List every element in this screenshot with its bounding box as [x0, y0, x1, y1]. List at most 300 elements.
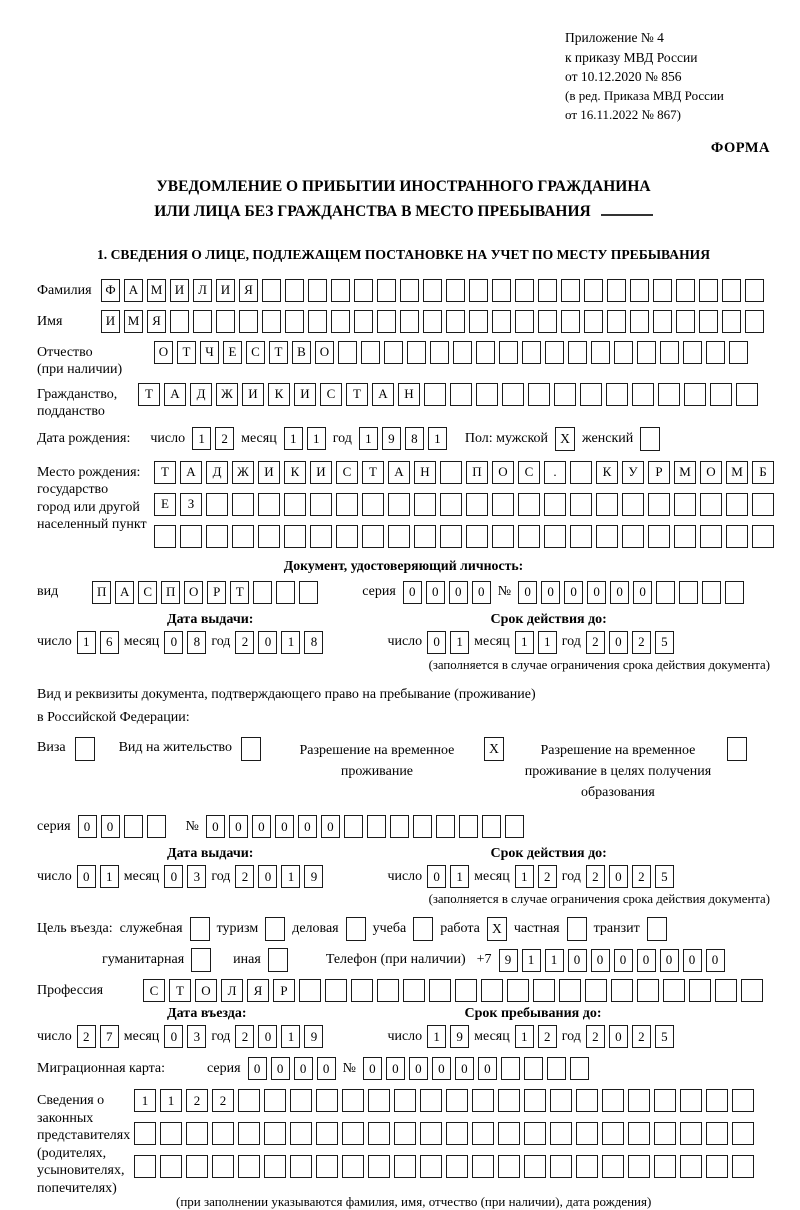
char-cell[interactable] [186, 1122, 208, 1145]
char-cell[interactable]: 0 [587, 581, 606, 604]
char-cell[interactable]: 0 [591, 949, 610, 972]
char-cell[interactable]: 2 [586, 865, 605, 888]
char-cell[interactable] [585, 979, 607, 1002]
char-cell[interactable] [180, 525, 202, 548]
char-cell[interactable] [342, 1089, 364, 1112]
char-cell[interactable]: 0 [609, 631, 628, 654]
char-cell[interactable] [368, 1122, 390, 1145]
char-cell[interactable]: О [700, 461, 722, 484]
char-cell[interactable] [492, 279, 511, 302]
char-cell[interactable] [258, 525, 280, 548]
char-cell[interactable] [264, 1089, 286, 1112]
char-cell[interactable] [377, 979, 399, 1002]
char-cell[interactable]: 5 [655, 631, 674, 654]
char-cell[interactable] [622, 525, 644, 548]
char-cell[interactable] [492, 525, 514, 548]
char-cell[interactable] [450, 383, 472, 406]
char-cell[interactable]: 7 [100, 1025, 119, 1048]
char-cell[interactable] [602, 1122, 624, 1145]
char-cell[interactable] [689, 979, 711, 1002]
char-cell[interactable] [400, 279, 419, 302]
entry-year-cells[interactable] [235, 1025, 323, 1048]
char-cell[interactable] [344, 815, 363, 838]
char-cell[interactable]: И [242, 383, 264, 406]
char-cell[interactable] [238, 1155, 260, 1178]
char-cell[interactable] [710, 383, 732, 406]
char-cell[interactable]: Т [346, 383, 368, 406]
char-cell[interactable]: Т [138, 383, 160, 406]
char-cell[interactable] [518, 493, 540, 516]
char-cell[interactable]: 8 [304, 631, 323, 654]
char-cell[interactable] [377, 310, 396, 333]
char-cell[interactable] [262, 310, 281, 333]
char-cell[interactable]: 0 [706, 949, 725, 972]
purpose-business-checkbox[interactable] [346, 917, 366, 941]
char-cell[interactable] [674, 525, 696, 548]
char-cell[interactable] [518, 525, 540, 548]
char-cell[interactable]: 9 [382, 427, 401, 450]
char-cell[interactable] [515, 310, 534, 333]
char-cell[interactable]: 1 [538, 631, 557, 654]
char-cell[interactable]: И [310, 461, 332, 484]
char-cell[interactable] [680, 1089, 702, 1112]
char-cell[interactable]: 0 [637, 949, 656, 972]
char-cell[interactable]: М [147, 279, 166, 302]
representatives-cells-row2[interactable] [134, 1122, 754, 1145]
char-cell[interactable]: 0 [427, 631, 446, 654]
char-cell[interactable] [524, 1155, 546, 1178]
char-cell[interactable] [680, 1155, 702, 1178]
char-cell[interactable] [699, 310, 718, 333]
char-cell[interactable] [576, 1089, 598, 1112]
char-cell[interactable]: 8 [187, 631, 206, 654]
doc-series-cells[interactable] [403, 581, 491, 604]
char-cell[interactable]: 1 [515, 631, 534, 654]
char-cell[interactable]: Р [648, 461, 670, 484]
char-cell[interactable]: 0 [426, 581, 445, 604]
char-cell[interactable] [528, 383, 550, 406]
char-cell[interactable]: 1 [281, 631, 300, 654]
residence-issue-day-cells[interactable] [77, 865, 119, 888]
char-cell[interactable]: 2 [632, 631, 651, 654]
char-cell[interactable] [446, 1155, 468, 1178]
char-cell[interactable]: Т [230, 581, 249, 604]
char-cell[interactable] [367, 815, 386, 838]
char-cell[interactable]: П [161, 581, 180, 604]
entry-day-cells[interactable] [77, 1025, 119, 1048]
char-cell[interactable] [160, 1122, 182, 1145]
char-cell[interactable]: Р [273, 979, 295, 1002]
char-cell[interactable]: Л [193, 279, 212, 302]
char-cell[interactable] [602, 1089, 624, 1112]
char-cell[interactable] [492, 310, 511, 333]
char-cell[interactable] [308, 279, 327, 302]
char-cell[interactable]: 0 [258, 1025, 277, 1048]
char-cell[interactable] [472, 1122, 494, 1145]
purpose-transit-checkbox[interactable] [647, 917, 667, 941]
char-cell[interactable]: 1 [281, 865, 300, 888]
char-cell[interactable] [394, 1122, 416, 1145]
char-cell[interactable]: 0 [252, 815, 271, 838]
char-cell[interactable] [377, 279, 396, 302]
char-cell[interactable] [722, 279, 741, 302]
char-cell[interactable] [515, 279, 534, 302]
char-cell[interactable] [498, 1122, 520, 1145]
char-cell[interactable] [679, 581, 698, 604]
char-cell[interactable]: 0 [609, 1025, 628, 1048]
char-cell[interactable]: А [164, 383, 186, 406]
char-cell[interactable]: Т [177, 341, 196, 364]
char-cell[interactable] [570, 461, 592, 484]
char-cell[interactable]: Ж [232, 461, 254, 484]
char-cell[interactable]: О [154, 341, 173, 364]
char-cell[interactable] [351, 979, 373, 1002]
char-cell[interactable] [308, 310, 327, 333]
profession-cells[interactable] [143, 979, 763, 1002]
char-cell[interactable]: 1 [160, 1089, 182, 1112]
char-cell[interactable] [752, 525, 774, 548]
char-cell[interactable] [290, 1122, 312, 1145]
char-cell[interactable]: А [388, 461, 410, 484]
char-cell[interactable] [384, 341, 403, 364]
temp-residence-education-checkbox[interactable] [727, 737, 747, 761]
identity-valid-month-cells[interactable] [515, 631, 557, 654]
char-cell[interactable]: Ф [101, 279, 120, 302]
char-cell[interactable] [680, 1122, 702, 1145]
char-cell[interactable] [660, 341, 679, 364]
char-cell[interactable]: 8 [405, 427, 424, 450]
char-cell[interactable] [394, 1089, 416, 1112]
char-cell[interactable] [502, 383, 524, 406]
birth-month-cells[interactable] [284, 427, 326, 450]
identity-issue-year-cells[interactable] [235, 631, 323, 654]
doc-type-cells[interactable] [92, 581, 318, 604]
purpose-other-checkbox[interactable] [268, 948, 288, 972]
char-cell[interactable]: Ч [200, 341, 219, 364]
char-cell[interactable] [706, 1089, 728, 1112]
char-cell[interactable] [628, 1155, 650, 1178]
char-cell[interactable]: 0 [258, 631, 277, 654]
char-cell[interactable] [505, 815, 524, 838]
char-cell[interactable] [637, 979, 659, 1002]
citizenship-cells[interactable] [138, 383, 758, 406]
char-cell[interactable] [611, 979, 633, 1002]
char-cell[interactable] [726, 493, 748, 516]
char-cell[interactable]: 2 [77, 1025, 96, 1048]
char-cell[interactable] [361, 341, 380, 364]
char-cell[interactable]: 2 [186, 1089, 208, 1112]
char-cell[interactable] [547, 1057, 566, 1080]
char-cell[interactable] [388, 493, 410, 516]
char-cell[interactable]: 0 [206, 815, 225, 838]
char-cell[interactable]: 1 [450, 631, 469, 654]
stay-month-cells[interactable] [515, 1025, 557, 1048]
char-cell[interactable] [299, 979, 321, 1002]
char-cell[interactable] [331, 310, 350, 333]
char-cell[interactable] [262, 279, 281, 302]
residence-issue-month-cells[interactable] [164, 865, 206, 888]
char-cell[interactable] [524, 1122, 546, 1145]
char-cell[interactable]: 9 [304, 1025, 323, 1048]
char-cell[interactable] [715, 979, 737, 1002]
char-cell[interactable] [440, 493, 462, 516]
char-cell[interactable] [654, 1155, 676, 1178]
char-cell[interactable] [596, 493, 618, 516]
char-cell[interactable] [368, 1089, 390, 1112]
char-cell[interactable]: 2 [215, 427, 234, 450]
birth-place-cells-row2[interactable] [154, 493, 774, 516]
char-cell[interactable] [134, 1155, 156, 1178]
char-cell[interactable]: 0 [660, 949, 679, 972]
char-cell[interactable] [400, 310, 419, 333]
char-cell[interactable] [683, 341, 702, 364]
char-cell[interactable]: 0 [432, 1057, 451, 1080]
char-cell[interactable]: С [246, 341, 265, 364]
char-cell[interactable] [147, 815, 166, 838]
char-cell[interactable] [430, 341, 449, 364]
char-cell[interactable]: 1 [307, 427, 326, 450]
char-cell[interactable] [648, 525, 670, 548]
char-cell[interactable]: 0 [633, 581, 652, 604]
char-cell[interactable]: 0 [568, 949, 587, 972]
char-cell[interactable] [440, 461, 462, 484]
char-cell[interactable] [310, 525, 332, 548]
char-cell[interactable]: 0 [248, 1057, 267, 1080]
char-cell[interactable]: 1 [450, 865, 469, 888]
char-cell[interactable]: 0 [564, 581, 583, 604]
char-cell[interactable]: 0 [683, 949, 702, 972]
char-cell[interactable] [424, 383, 446, 406]
char-cell[interactable]: 1 [192, 427, 211, 450]
residence-valid-month-cells[interactable] [515, 865, 557, 888]
char-cell[interactable]: . [544, 461, 566, 484]
char-cell[interactable]: 1 [427, 1025, 446, 1048]
char-cell[interactable] [653, 279, 672, 302]
char-cell[interactable] [622, 493, 644, 516]
char-cell[interactable]: О [315, 341, 334, 364]
char-cell[interactable] [354, 310, 373, 333]
char-cell[interactable] [476, 341, 495, 364]
char-cell[interactable] [253, 581, 272, 604]
char-cell[interactable]: 0 [229, 815, 248, 838]
mc-series-cells[interactable] [248, 1057, 336, 1080]
char-cell[interactable] [606, 383, 628, 406]
char-cell[interactable] [524, 1057, 543, 1080]
char-cell[interactable] [284, 493, 306, 516]
char-cell[interactable] [676, 310, 695, 333]
char-cell[interactable]: А [124, 279, 143, 302]
char-cell[interactable]: 1 [359, 427, 378, 450]
char-cell[interactable]: 9 [304, 865, 323, 888]
char-cell[interactable]: 2 [586, 631, 605, 654]
char-cell[interactable] [630, 279, 649, 302]
char-cell[interactable]: 0 [610, 581, 629, 604]
char-cell[interactable]: 3 [187, 1025, 206, 1048]
char-cell[interactable] [413, 815, 432, 838]
char-cell[interactable] [732, 1122, 754, 1145]
char-cell[interactable]: 0 [455, 1057, 474, 1080]
char-cell[interactable]: 1 [522, 949, 541, 972]
char-cell[interactable]: 0 [275, 815, 294, 838]
char-cell[interactable] [545, 341, 564, 364]
char-cell[interactable]: П [466, 461, 488, 484]
char-cell[interactable]: 2 [538, 865, 557, 888]
char-cell[interactable] [239, 310, 258, 333]
purpose-humanitarian-checkbox[interactable] [191, 948, 211, 972]
char-cell[interactable]: 0 [363, 1057, 382, 1080]
char-cell[interactable]: 2 [538, 1025, 557, 1048]
char-cell[interactable] [637, 341, 656, 364]
char-cell[interactable] [232, 525, 254, 548]
char-cell[interactable] [676, 279, 695, 302]
char-cell[interactable] [614, 341, 633, 364]
char-cell[interactable]: 2 [235, 865, 254, 888]
char-cell[interactable]: Н [414, 461, 436, 484]
char-cell[interactable] [550, 1122, 572, 1145]
char-cell[interactable] [568, 341, 587, 364]
char-cell[interactable] [354, 279, 373, 302]
purpose-official-checkbox[interactable] [190, 917, 210, 941]
char-cell[interactable] [446, 310, 465, 333]
char-cell[interactable] [216, 310, 235, 333]
char-cell[interactable] [331, 279, 350, 302]
char-cell[interactable]: Н [398, 383, 420, 406]
char-cell[interactable]: Б [752, 461, 774, 484]
char-cell[interactable] [706, 1122, 728, 1145]
doc-number-cells[interactable] [518, 581, 744, 604]
char-cell[interactable] [656, 581, 675, 604]
char-cell[interactable]: 0 [518, 581, 537, 604]
char-cell[interactable]: О [184, 581, 203, 604]
char-cell[interactable]: А [115, 581, 134, 604]
residence-valid-year-cells[interactable] [586, 865, 674, 888]
char-cell[interactable]: С [320, 383, 342, 406]
char-cell[interactable] [570, 493, 592, 516]
char-cell[interactable] [420, 1155, 442, 1178]
char-cell[interactable] [238, 1122, 260, 1145]
mc-number-cells[interactable] [363, 1057, 589, 1080]
char-cell[interactable] [446, 279, 465, 302]
purpose-study-checkbox[interactable] [413, 917, 433, 941]
char-cell[interactable] [684, 383, 706, 406]
char-cell[interactable]: 0 [164, 631, 183, 654]
char-cell[interactable]: С [138, 581, 157, 604]
char-cell[interactable]: К [268, 383, 290, 406]
char-cell[interactable] [736, 383, 758, 406]
char-cell[interactable] [663, 979, 685, 1002]
char-cell[interactable]: С [518, 461, 540, 484]
char-cell[interactable] [390, 815, 409, 838]
char-cell[interactable] [440, 525, 462, 548]
char-cell[interactable] [453, 341, 472, 364]
char-cell[interactable]: 2 [212, 1089, 234, 1112]
char-cell[interactable]: Р [207, 581, 226, 604]
char-cell[interactable] [290, 1089, 312, 1112]
char-cell[interactable] [700, 493, 722, 516]
char-cell[interactable] [316, 1155, 338, 1178]
char-cell[interactable]: 0 [403, 581, 422, 604]
char-cell[interactable] [316, 1122, 338, 1145]
char-cell[interactable] [607, 279, 626, 302]
identity-issue-month-cells[interactable] [164, 631, 206, 654]
char-cell[interactable]: М [726, 461, 748, 484]
char-cell[interactable] [476, 383, 498, 406]
given-name-cells[interactable] [101, 310, 764, 333]
char-cell[interactable]: 0 [321, 815, 340, 838]
char-cell[interactable] [674, 493, 696, 516]
char-cell[interactable] [576, 1155, 598, 1178]
char-cell[interactable]: И [101, 310, 120, 333]
char-cell[interactable] [580, 383, 602, 406]
char-cell[interactable]: А [180, 461, 202, 484]
char-cell[interactable] [285, 279, 304, 302]
char-cell[interactable]: 0 [609, 865, 628, 888]
char-cell[interactable] [544, 493, 566, 516]
char-cell[interactable]: 0 [472, 581, 491, 604]
char-cell[interactable] [338, 341, 357, 364]
char-cell[interactable]: О [492, 461, 514, 484]
char-cell[interactable] [368, 1155, 390, 1178]
char-cell[interactable]: 0 [164, 1025, 183, 1048]
char-cell[interactable] [285, 310, 304, 333]
char-cell[interactable]: 1 [134, 1089, 156, 1112]
char-cell[interactable] [154, 525, 176, 548]
char-cell[interactable]: 0 [298, 815, 317, 838]
char-cell[interactable] [362, 525, 384, 548]
char-cell[interactable] [538, 310, 557, 333]
residence-number-cells[interactable] [206, 815, 524, 838]
entry-month-cells[interactable] [164, 1025, 206, 1048]
representatives-cells-row3[interactable] [134, 1155, 754, 1178]
char-cell[interactable] [658, 383, 680, 406]
char-cell[interactable] [584, 279, 603, 302]
char-cell[interactable] [212, 1122, 234, 1145]
char-cell[interactable]: С [336, 461, 358, 484]
char-cell[interactable] [602, 1155, 624, 1178]
char-cell[interactable] [429, 979, 451, 1002]
char-cell[interactable]: Е [154, 493, 176, 516]
char-cell[interactable] [459, 815, 478, 838]
char-cell[interactable] [706, 341, 725, 364]
char-cell[interactable] [732, 1155, 754, 1178]
char-cell[interactable]: 3 [187, 865, 206, 888]
char-cell[interactable]: Т [362, 461, 384, 484]
char-cell[interactable]: 2 [632, 1025, 651, 1048]
char-cell[interactable]: 1 [545, 949, 564, 972]
identity-valid-day-cells[interactable] [427, 631, 469, 654]
char-cell[interactable]: П [92, 581, 111, 604]
purpose-tourism-checkbox[interactable] [265, 917, 285, 941]
char-cell[interactable] [316, 1089, 338, 1112]
phone-cells[interactable] [499, 949, 725, 972]
char-cell[interactable] [336, 493, 358, 516]
char-cell[interactable] [550, 1155, 572, 1178]
char-cell[interactable]: 0 [386, 1057, 405, 1080]
char-cell[interactable] [299, 581, 318, 604]
stay-day-cells[interactable] [427, 1025, 469, 1048]
char-cell[interactable]: А [372, 383, 394, 406]
char-cell[interactable]: 0 [258, 865, 277, 888]
char-cell[interactable] [596, 525, 618, 548]
char-cell[interactable] [648, 493, 670, 516]
char-cell[interactable] [290, 1155, 312, 1178]
char-cell[interactable] [482, 815, 501, 838]
char-cell[interactable] [561, 310, 580, 333]
char-cell[interactable] [170, 310, 189, 333]
char-cell[interactable]: Е [223, 341, 242, 364]
visa-checkbox[interactable] [75, 737, 95, 761]
char-cell[interactable]: 6 [100, 631, 119, 654]
